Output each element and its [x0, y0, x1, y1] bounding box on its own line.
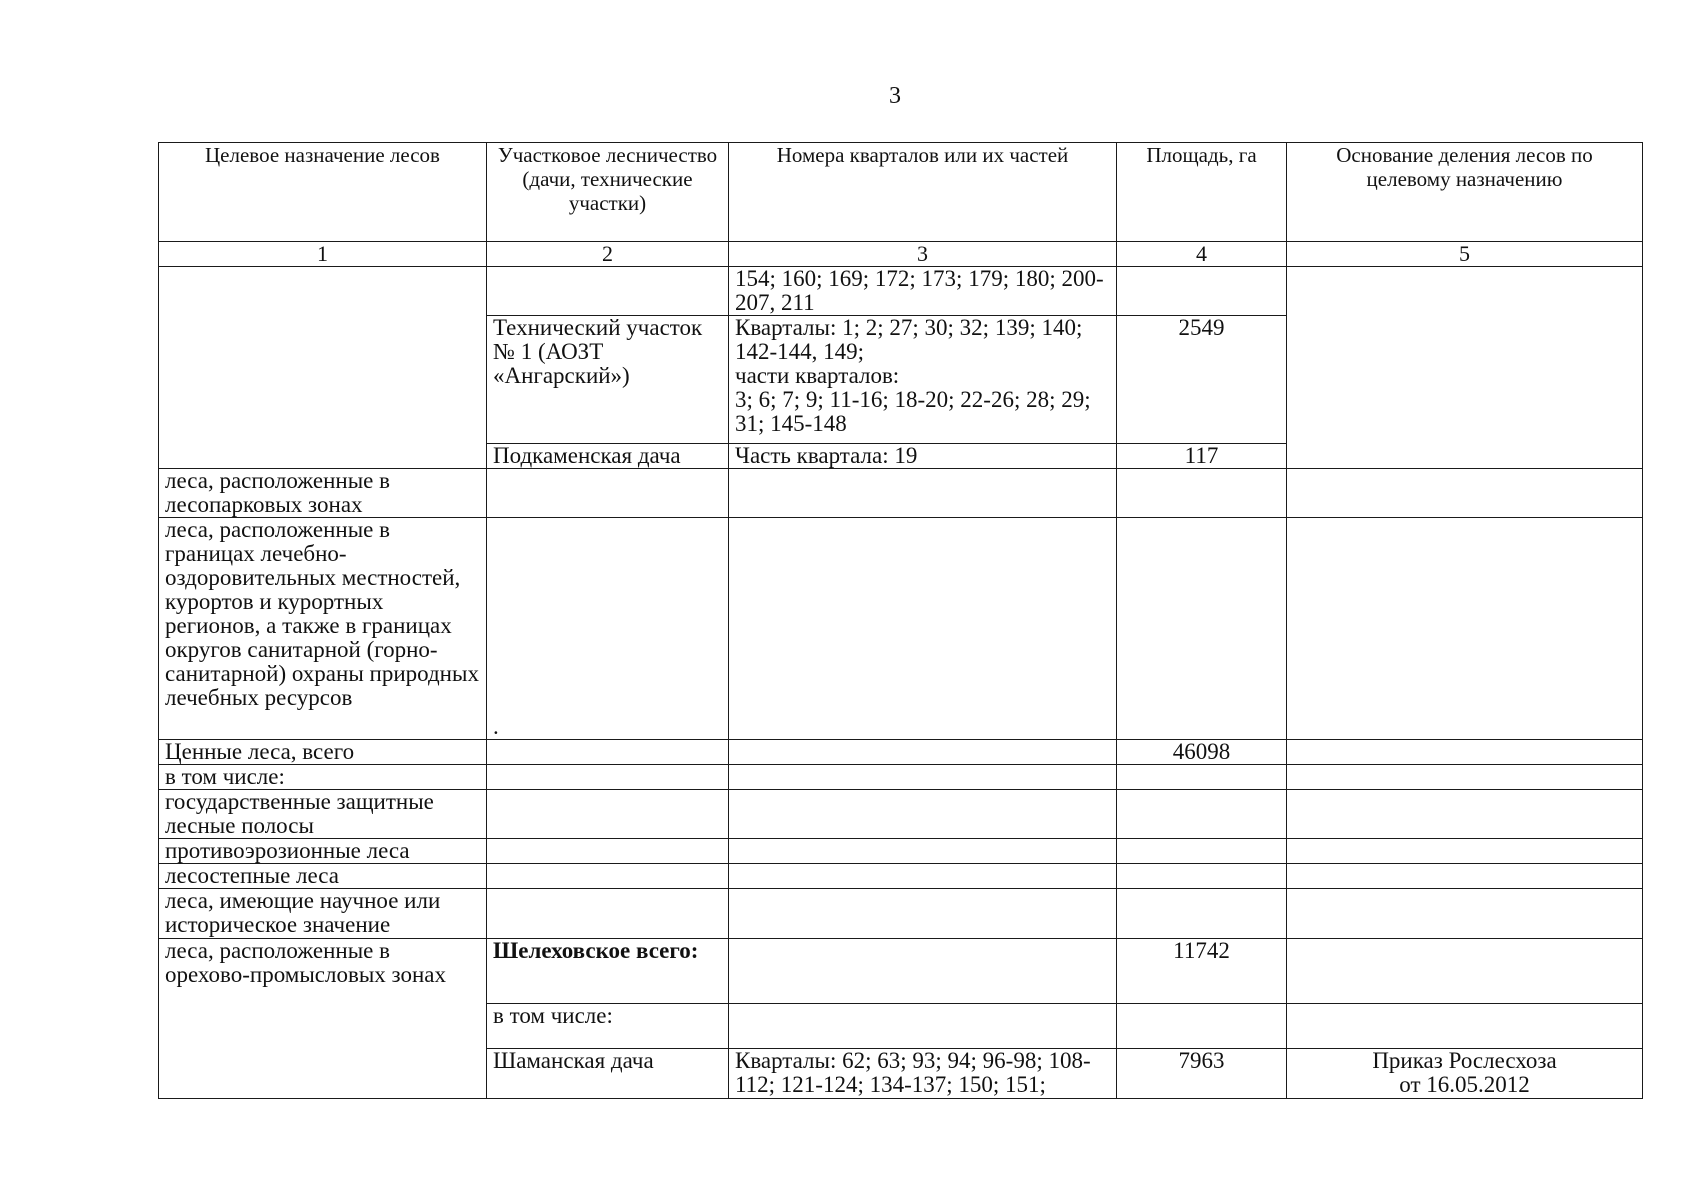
table-cell — [729, 765, 1117, 790]
table-cell — [1117, 839, 1287, 864]
quarters-cell: Часть квартала: 19 — [729, 444, 1117, 469]
forest-purpose-table — [158, 142, 1643, 1099]
header-quarters: Номера кварталов или их частей — [729, 143, 1117, 242]
purpose-cell: леса, расположенные в лесопарковых зонах — [159, 469, 487, 518]
header-forestry: Участковое лесничество (дачи, технические участки) — [487, 143, 729, 242]
basis-line: Приказ Рослесхоза — [1372, 1048, 1557, 1073]
table-cell — [729, 790, 1117, 839]
table-header-row — [159, 143, 1643, 242]
table-row — [159, 790, 1643, 839]
quarters-cell: Кварталы: 62; 63; 93; 94; 96-98; 108-112; 121-124; 134-137; 150; 151; — [729, 1049, 1117, 1099]
table-cell — [1117, 790, 1287, 839]
table-cell — [729, 518, 1117, 740]
table-cell — [729, 1004, 1117, 1049]
table-cell — [487, 765, 729, 790]
table-cell — [1287, 1004, 1643, 1049]
purpose-cell: леса, имеющие научное или историческое значение — [159, 889, 487, 939]
table-row — [159, 267, 1643, 316]
table-cell — [729, 864, 1117, 889]
table-cell — [1287, 790, 1643, 839]
table-cell — [1117, 267, 1287, 316]
table-cell — [1287, 469, 1643, 518]
table-cell — [1117, 864, 1287, 889]
purpose-cell: лесостепные леса — [159, 864, 487, 889]
col-number: 3 — [729, 242, 1117, 267]
forestry-cell: Подкаменская дача — [487, 444, 729, 469]
basis-cell — [1287, 1049, 1643, 1099]
header-basis: Основание деления лесов по целевому назначению — [1287, 143, 1643, 242]
table-row — [159, 469, 1643, 518]
purpose-cell: Ценные леса, всего — [159, 740, 487, 765]
column-number-row — [159, 242, 1643, 267]
table-cell — [729, 939, 1117, 1004]
table-cell — [1117, 889, 1287, 939]
table-cell — [1287, 864, 1643, 889]
table-cell — [487, 790, 729, 839]
forestry-cell: Технический участок № 1 (АОЗТ «Ангарский») — [487, 316, 729, 444]
table-row — [159, 839, 1643, 864]
table-cell — [487, 740, 729, 765]
table-row — [159, 518, 1643, 740]
quarters-line: 3; 6; 7; 9; 11-16; 18-20; 22-26; 28; 29; 31; 145-148 — [735, 387, 1091, 436]
table-cell — [1287, 889, 1643, 939]
purpose-cell: леса, расположенные в границах лечебно-оздоровительных местностей, курортов и курортных регионов, а также в границах округов санитарной (горно-санитарной) охраны природных лечебных ресурсов — [159, 518, 487, 740]
table-cell — [729, 889, 1117, 939]
quarters-cell: 154; 160; 169; 172; 173; 179; 180; 200-207, 211 — [729, 267, 1117, 316]
table-cell — [159, 267, 487, 469]
area-cell: 7963 — [1117, 1049, 1287, 1099]
header-purpose: Целевое назначение лесов — [159, 143, 487, 242]
table-cell — [487, 839, 729, 864]
table-row — [159, 939, 1643, 1004]
forestry-cell: . — [487, 518, 729, 740]
table-cell — [729, 839, 1117, 864]
table-cell — [1287, 518, 1643, 740]
table-cell — [1117, 518, 1287, 740]
forestry-cell: Шелеховское всего: — [487, 939, 729, 1004]
purpose-cell: в том числе: — [159, 765, 487, 790]
table-cell — [1287, 740, 1643, 765]
quarters-cell — [729, 316, 1117, 444]
table-cell — [487, 469, 729, 518]
table-cell — [1287, 939, 1643, 1004]
table-cell — [487, 889, 729, 939]
table-cell — [729, 740, 1117, 765]
area-cell: 46098 — [1117, 740, 1287, 765]
page-number: 3 — [889, 83, 901, 109]
area-cell: 2549 — [1117, 316, 1287, 444]
col-number: 4 — [1117, 242, 1287, 267]
table-cell — [1287, 839, 1643, 864]
table-cell — [487, 267, 729, 316]
col-number: 5 — [1287, 242, 1643, 267]
purpose-cell: государственные защитные лесные полосы — [159, 790, 487, 839]
col-number: 1 — [159, 242, 487, 267]
area-cell: 117 — [1117, 444, 1287, 469]
table-row — [159, 740, 1643, 765]
col-number: 2 — [487, 242, 729, 267]
forestry-cell: Шаманская дача — [487, 1049, 729, 1099]
area-cell: 11742 — [1117, 939, 1287, 1004]
table-cell — [1287, 267, 1643, 469]
quarters-line: Кварталы: 1; 2; 27; 30; 32; 139; 140; 142-144, 149; — [735, 315, 1083, 364]
table-cell — [1117, 1004, 1287, 1049]
table-cell — [1287, 765, 1643, 790]
header-area: Площадь, га — [1117, 143, 1287, 242]
table-row — [159, 765, 1643, 790]
table-row — [159, 889, 1643, 939]
table-cell — [1117, 765, 1287, 790]
table-cell — [487, 864, 729, 889]
purpose-cell: противоэрозионные леса — [159, 839, 487, 864]
quarters-line: части кварталов: — [735, 363, 900, 388]
table-row — [159, 864, 1643, 889]
purpose-cell: леса, расположенные в орехово-промысловых зонах — [159, 939, 487, 1099]
table-cell — [729, 469, 1117, 518]
table-cell — [1117, 469, 1287, 518]
forestry-cell: в том числе: — [487, 1004, 729, 1049]
basis-line: от 16.05.2012 — [1399, 1072, 1530, 1097]
